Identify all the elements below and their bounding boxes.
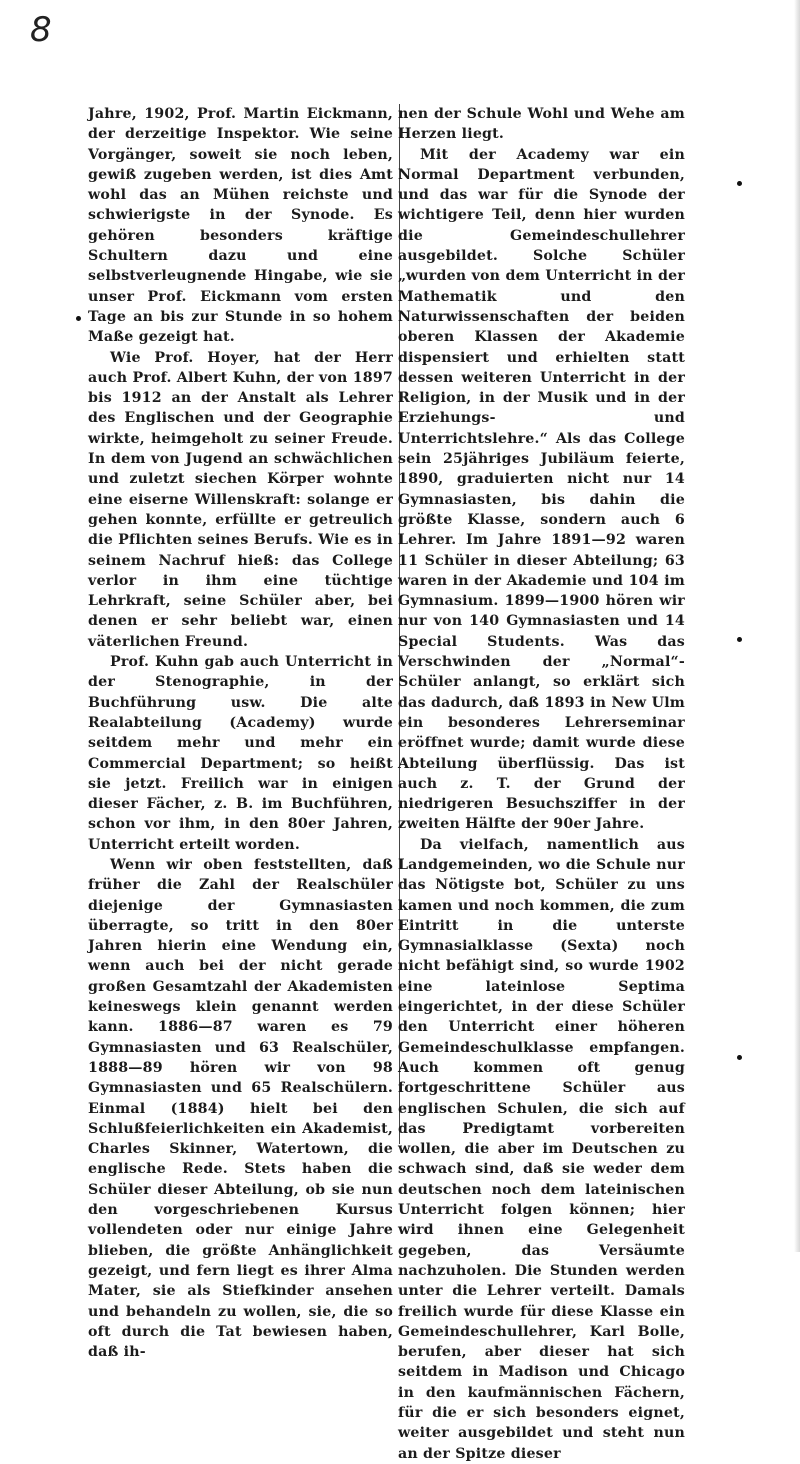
right-column: [398, 104, 685, 1464]
paragraph: nen der Schule Wohl und Wehe am Herzen liegt.: [398, 106, 685, 143]
margin-mark: [737, 181, 742, 186]
page-edge-shadow: [794, 0, 800, 1252]
margin-mark: [737, 637, 742, 642]
margin-mark: [76, 316, 81, 321]
paragraph: Da vielfach, namentlich aus Landgemeinden, wo die Schule nur das Nötigste bot, Schüler zu uns kamen und noch kommen, die zum Eintritt in die unterste Gymnasialklasse (Sexta) noch nicht befähigt sind, so wurde 1902 eine lateinlose Septima eingerichtet, in der diese Schüler den Unterricht einer höheren Gemeindeschulklasse empfangen. Auch kommen oft genug fortgeschrittene Schüler aus englischen Schulen, die sich auf das Predigtamt vorbereiten wollen, die aber im Deutschen zu schwach sind, daß sie weder dem deutschen noch dem lateinischen Unterricht folgen können; hier wird ihnen eine Gelegenheit gegeben, das Versäumte nachzuholen. Die Stunden werden unter die Lehrer verteilt. Damals freilich wurde für diese Klasse ein Gemeindeschullehrer, Karl Bolle, berufen, aber dieser hat sich seitdem in Madison und Chicago in den kaufmännischen Fächern, für die er sich besonders eignet, weiter ausgebildet und steht nun an der Spitze dieser: [398, 836, 685, 1462]
page-number: 8: [30, 10, 52, 50]
paragraph: Prof. Kuhn gab auch Unterricht in der Stenographie, in der Buchführung usw. Die alte Realabteilung (Academy) wurde seitdem mehr und mehr ein Commercial Department; so heißt sie jetzt. Freilich war in einigen dieser Fächer, z. B. im Buchführen, schon vor ihm, in den 80er Jahren, Unterricht erteilt worden.: [88, 654, 393, 853]
paragraph: Jahre, 1902, Prof. Martin Eickmann, der derzeitige Inspektor. Wie seine Vorgänger, soweit sie noch leben, gewiß zugeben werden, ist dies Amt wohl das an Mühen reichste und schwierigste in der Synode. Es gehören besonders kräftige Schultern dazu und eine selbstverleugnende Hingabe, wie sie unser Prof. Eickmann vom ersten Tage an bis zur Stunde in so hohem Maße gezeigt hat.: [88, 106, 393, 346]
margin-mark: [737, 1055, 742, 1060]
paragraph: Wie Prof. Hoyer, hat der Herr auch Prof. Albert Kuhn, der von 1897 bis 1912 an der Anstalt als Lehrer des Englischen und der Geographie wirkte, heimgeholt zu seiner Freude. In dem von Jugend an schwächlichen und zuletzt siechen Körper wohnte eine eiserne Willenskraft: solange er gehen konnte, erfüllte er getreulich die Pflichten seines Berufs. Wie es in seinem Nachruf hieß: das College verlor in ihm eine tüchtige Lehrkraft, seine Schüler aber, bei denen er sehr beliebt war, einen väterlichen Freund.: [88, 349, 393, 650]
left-column: [88, 104, 400, 1361]
paragraph: Mit der Academy war ein Normal Department verbunden, und das war für die Synode der wichtigere Teil, denn hier wurden die Gemeindeschullehrer ausgebildet. Solche Schüler „wurden von dem Unterricht in der Mathematik und den Naturwissenschaften der beiden oberen Klassen der Akademie dispensiert und erhielten statt dessen weiteren Unterricht in der Religion, in der Musik und in der Erziehungs- und Unterrichtslehre.“ Als das College sein 25jähriges Jubiläum feierte, 1890, graduierten nicht nur 14 Gymnasiasten, bis dahin die größte Klasse, sondern auch 6 Lehrer. Im Jahre 1891—92 waren 11 Schüler in dieser Abteilung; 63 waren in der Akademie und 104 im Gymnasium. 1899—1900 hören wir nur von 140 Gymnasiasten und 14 Special Students. Was das Verschwinden der „Normal“-Schüler anlangt, so erklärt sich das dadurch, daß 1893 in New Ulm ein besonderes Lehrerseminar eröffnet wurde; damit wurde diese Abteilung überflüssig. Das ist auch z. T. der Grund der niedrigeren Besuchsziffer in der zweiten Hälfte der 90er Jahre.: [398, 146, 685, 833]
paragraph: Wenn wir oben feststellten, daß früher die Zahl der Realschüler diejenige der Gymnasiasten überragte, so tritt in den 80er Jahren hierin eine Wendung ein, wenn auch bei der nicht gerade großen Gesamtzahl der Akademisten keineswegs klein genannt werden kann. 1886—87 waren es 79 Gymnasiasten und 63 Realschüler, 1888—89 hören wir von 98 Gymnasiasten und 65 Realschülern. Einmal (1884) hielt bei den Schlußfeierlichkeiten ein Akademist, Charles Skinner, Watertown, die englische Rede. Stets haben die Schüler dieser Abteilung, ob sie nun den vorgeschriebenen Kursus vollendeten oder nur einige Jahre blieben, die größte Anhänglichkeit gezeigt, und fern liegt es ihrer Alma Mater, sie als Stiefkinder ansehen und behandeln zu wollen, sie, die so oft durch die Tat bewiesen haben, daß ih-: [88, 856, 393, 1361]
